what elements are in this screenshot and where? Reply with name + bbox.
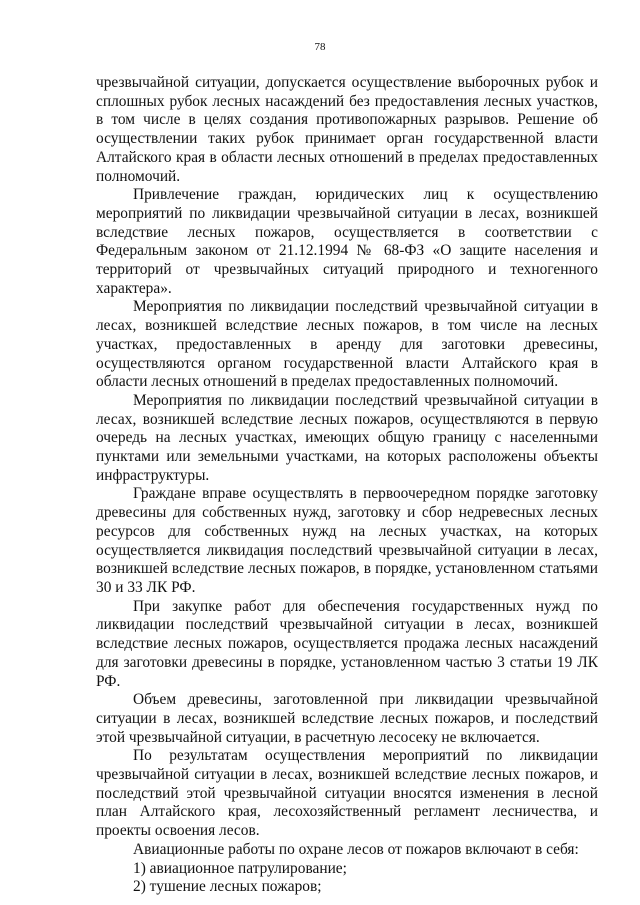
paragraph-aviation-intro: Авиационные работы по охране лесов от пожаров включают в себя:	[133, 840, 579, 858]
page-number: 78	[314, 41, 326, 53]
list-item-patrolling: 1) авиационное патрулирование;	[133, 859, 347, 877]
paragraph-citizen-rights: Граждане вправе осуществлять в первоочередном порядке заготовку древесины для собственных нужд, заготовку и сбор недревесных лесных ресурсов для собственных нужд на лесных участках, на которых осуществляется ликвидация последствий чрезвычайной ситуации в лесах, возникшей вследствие лесных пожаров, в порядке, установленном статьями 30 и 33 ЛК РФ.	[96, 485, 598, 596]
paragraph-citizen-involvement: Привлечение граждан, юридических лиц к осуществлению мероприятий по ликвидации чрезвычайной ситуации в лесах, возникшей вследствие лесных пожаров, осуществляется в соответствии с Федеральным законом от 21.12.1994 № 68-ФЗ «О защите населения и территорий от чрезвычайных ситуаций природного и техногенного характера».	[96, 186, 598, 297]
list-item-firefighting: 2) тушение лесных пожаров;	[133, 878, 322, 896]
paragraph-wood-volume: Объем древесины, заготовленной при ликвидации чрезвычайной ситуации в лесах, возникшей вследствие лесных пожаров, и последствий этой чрезвычайной ситуации, в расчетную лесосеку не включается.	[96, 691, 598, 746]
document-body	[96, 74, 598, 897]
paragraph-continuation: чрезвычайной ситуации, допускается осуществление выборочных рубок и сплошных рубок лесных насаждений без предоставления лесных участков, в том числе в целях создания противопожарных разрывов. Решение об осуществлении таких рубок принимает орган государственной власти Алтайского края в области лесных отношений в пределах предоставленных полномочий.	[96, 74, 598, 185]
paragraph-procurement: При закупке работ для обеспечения государственных нужд по ликвидации последствий чрезвычайной ситуации в лесах, возникшей вследствие лесных пожаров, осуществляется продажа лесных насаждений для заготовки древесины в порядке, установленном частью 3 статьи 19 ЛК РФ.	[96, 597, 598, 690]
paragraph-plan-changes: По результатам осуществления мероприятий по ликвидации чрезвычайной ситуации в лесах, возникшей вследствие лесных пожаров, и последствий этой чрезвычайной ситуации вносятся изменения в лесной план Алтайского края, лесохозяйственный регламент лесничества, и проекты освоения лесов.	[96, 747, 598, 840]
paragraph-aftermath-leased-plots: Мероприятия по ликвидации последствий чрезвычайной ситуации в лесах, возникшей вследствие лесных пожаров, в том числе на лесных участках, предоставленных в аренду для заготовки древесины, осуществляются органом государственной власти Алтайского края в области лесных отношений в пределах предоставленных полномочий.	[96, 298, 598, 391]
paragraph-priority-plots: Мероприятия по ликвидации последствий чрезвычайной ситуации в лесах, возникшей вследствие лесных пожаров, осуществляются в первую очередь на лесных участках, имеющих общую границу с населенными пунктами или земельными участками, на которых расположены объекты инфраструктуры.	[96, 391, 598, 484]
